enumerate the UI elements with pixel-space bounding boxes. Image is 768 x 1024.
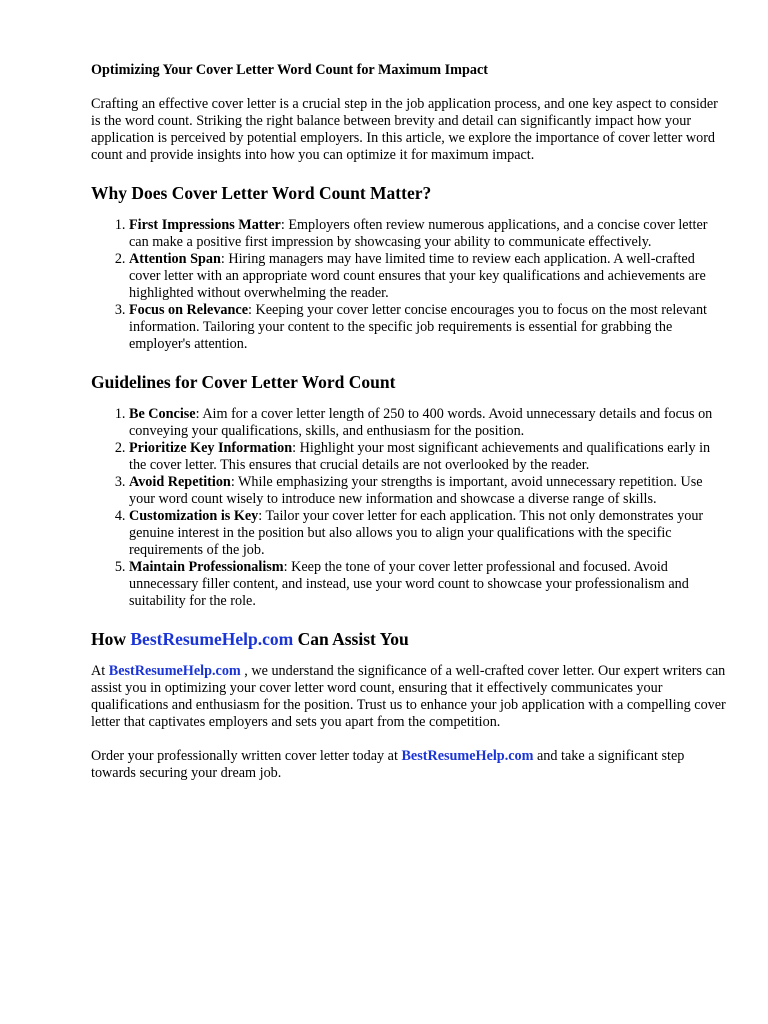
assist-p1-text: , we understand the significance of a well-crafted cover letter. Our expert writers can assist you in optimizing your cover letter word count, ensuring that it effectively communicates your qualifications and enthusiasm for the position. Trust us to enhance your job application with a compelling cover letter that captivates employers and sets you apart from the competition. (91, 663, 726, 730)
item-term: Maintain Professionalism (129, 559, 284, 575)
why-item-first-impressions (129, 217, 728, 251)
order-site-link[interactable]: BestResumeHelp.com (401, 748, 534, 764)
guide-item-professionalism (129, 559, 728, 610)
item-text: : While emphasizing your strengths is important, avoid unnecessary repetition. Use your word count wisely to introduce new information and showcase a diverse range of skills. (129, 474, 703, 507)
assist-p1-prefix: At (91, 663, 109, 679)
item-term: Avoid Repetition (129, 474, 231, 490)
why-heading: Why Does Cover Letter Word Count Matter? (91, 183, 432, 203)
order-paragraph (91, 748, 728, 782)
item-text: : Employers often review numerous applications, and a concise cover letter can make a positive first impression by showcasing your ability to communicate effectively. (129, 217, 708, 250)
item-term: Customization is Key (129, 508, 259, 524)
assist-site-link[interactable]: BestResumeHelp.com (108, 663, 241, 679)
assist-heading-suffix: Can Assist You (293, 629, 409, 649)
order-text: and take a significant step towards securing your dream job. (91, 748, 685, 781)
item-text: : Keeping your cover letter concise encourages you to focus on the most relevant information. Tailoring your content to the specific job requirements is essential for grabbing the employer's attention. (129, 302, 707, 352)
item-text: : Highlight your most significant achievements and qualifications early in the cover letter. This ensures that crucial details are not overlooked by the reader. (129, 440, 711, 473)
assist-paragraph (91, 663, 728, 731)
intro-paragraph: Crafting an effective cover letter is a crucial step in the job application process, and one key aspect to consider is the word count. Striking the right balance between brevity and detail can significantly impact how your application is perceived by potential employers. In this article, we explore the importance of cover letter word count and provide insights into how you can optimize it for maximum impact. (91, 96, 718, 163)
item-term: Prioritize Key Information (129, 440, 293, 456)
guidelines-heading: Guidelines for Cover Letter Word Count (91, 372, 396, 392)
assist-heading (91, 629, 728, 650)
item-term: First Impressions Matter (129, 217, 281, 233)
why-item-attention-span (129, 251, 728, 302)
why-list (91, 217, 728, 353)
guide-item-avoid-repetition (129, 474, 728, 508)
heading-site-link[interactable]: BestResumeHelp.com (130, 629, 294, 649)
assist-heading-prefix: How (91, 629, 131, 649)
item-term: Focus on Relevance (129, 302, 249, 318)
guide-item-prioritize (129, 440, 728, 474)
item-text: : Hiring managers may have limited time to review each application. A well-crafted cover letter with an appropriate word count ensures that your key qualifications and achievements are highlighted without overwhelming the reader. (129, 251, 706, 301)
item-term: Be Concise (129, 406, 196, 422)
guidelines-list (91, 406, 728, 610)
order-prefix: Order your professionally written cover letter today at (91, 748, 402, 764)
guide-item-be-concise (129, 406, 728, 440)
item-text: : Tailor your cover letter for each application. This not only demonstrates your genuine interest in the position but also allows you to align your qualifications with the specific requirements of the job. (129, 508, 704, 558)
document-title: Optimizing Your Cover Letter Word Count for Maximum Impact (91, 62, 488, 78)
item-text: : Keep the tone of your cover letter professional and focused. Avoid unnecessary filler content, and instead, use your word count to showcase your professionalism and suitability for the role. (129, 559, 689, 609)
item-text: : Aim for a cover letter length of 250 to 400 words. Avoid unnecessary details and focus on conveying your qualifications, skills, and enthusiasm for the position. (129, 406, 713, 439)
guide-item-customization (129, 508, 728, 559)
why-item-focus-relevance (129, 302, 728, 353)
item-term: Attention Span (129, 251, 221, 267)
